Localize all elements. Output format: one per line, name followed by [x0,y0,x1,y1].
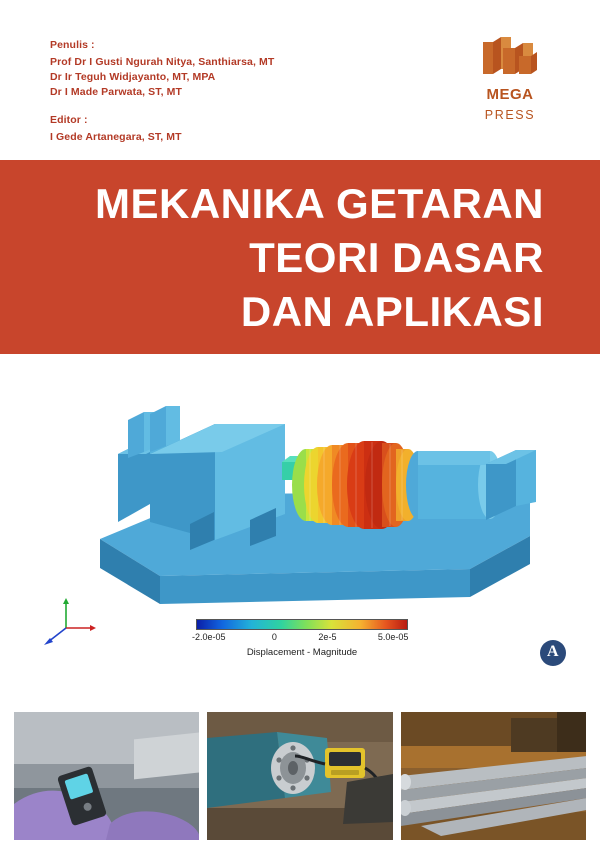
legend-ticks [191,632,409,646]
editor-name: I Gede Artanegara, ST, MT [50,131,182,143]
legend-tick: -2.0e-05 [191,632,226,642]
legend-tick: 0 [271,632,277,642]
photo-machine-coupling-measurement [207,712,392,840]
coordinate-axes-icon [44,598,96,645]
photo-strip [14,712,586,840]
corner-mark-glyph: A [547,643,559,660]
title-line-3: DAN APLIKASI [240,288,544,335]
authors-label: Penulis : [50,39,95,51]
mega-press-logo-icon [479,36,541,80]
author-name: Dr Ir Teguh Widjayanto, MT, MPA [50,71,216,83]
title-line-1: MEKANIKA GETARAN [95,180,544,227]
publisher-logo [462,36,558,124]
publisher-sub: PRESS [484,108,536,122]
author-name: Dr I Made Parwata, ST, MT [50,86,183,98]
photo-handheld-vibration-meter [14,712,199,840]
legend-tick: 2e-5 [318,632,337,642]
publisher-corner-mark-icon [540,640,566,666]
credits-block [50,38,274,145]
title-line-2: TEORI DASAR [249,234,544,281]
author-name: Prof Dr I Gusti Ngurah Nitya, Santhiarsa, MT [50,56,275,68]
title-band [0,160,600,354]
photo-steel-shafts-workshop [401,712,586,840]
editor-label: Editor : [50,114,88,126]
publisher-name: MEGA [486,86,534,103]
legend-tick: 5.0e-05 [377,632,409,642]
legend [191,619,409,658]
legend-caption: Displacement - Magnitude [246,647,358,658]
simulation-illustration [0,354,600,696]
legend-colorbar [196,619,408,630]
